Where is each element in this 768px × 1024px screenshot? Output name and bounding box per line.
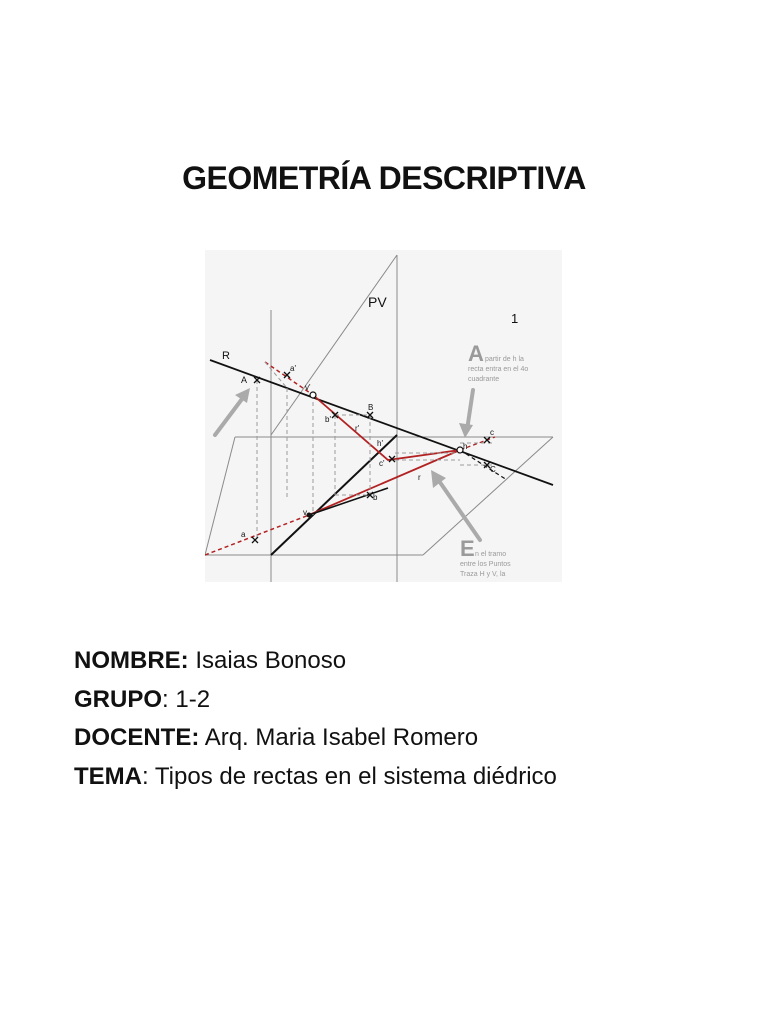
note-a-initial: A	[468, 341, 484, 366]
nombre-label: NOMBRE:	[74, 647, 189, 674]
note-a-line2: recta entra en el 4o	[468, 366, 529, 373]
nombre-value: Isaias Bonoso	[188, 647, 347, 674]
label-v: v	[303, 508, 307, 517]
label-r-prime: r'	[355, 424, 360, 433]
label-b-prime: b'	[325, 415, 331, 424]
label-r-upper: R	[222, 350, 230, 362]
diagram-figure	[205, 250, 562, 582]
note-e-line2: entre los Puntos	[460, 561, 511, 568]
note-e-initial: E	[460, 536, 475, 561]
label-a-upper: A	[241, 375, 248, 385]
info-row-tema	[74, 758, 557, 797]
label-c-lower: c	[490, 428, 494, 437]
label-h-prime: h'	[377, 439, 383, 448]
note-e-line1: n el tramo	[475, 551, 507, 558]
tema-label: TEMA	[74, 762, 142, 790]
page-title: GEOMETRÍA DESCRIPTIVA	[182, 160, 586, 196]
label-h: h	[463, 442, 468, 451]
student-info	[74, 642, 557, 796]
note-a-line3: cuadrante	[468, 376, 500, 383]
note-a-line1: partir de h la	[485, 356, 524, 363]
point-v	[307, 513, 312, 518]
point-v-prime	[310, 392, 316, 398]
grupo-label: GRUPO	[74, 685, 163, 713]
docente-label: DOCENTE:	[74, 724, 200, 751]
diagram-svg	[205, 250, 562, 582]
label-b-upper: B	[368, 403, 374, 412]
docente-value: Arq. Maria Isabel Romero	[199, 724, 479, 751]
label-v-prime: v'	[305, 383, 311, 392]
label-c-prime: c'	[379, 459, 385, 468]
grupo-value: : 1-2	[162, 685, 211, 713]
label-b-lower: b	[373, 493, 378, 502]
label-a-prime: a'	[290, 364, 296, 373]
label-r: r	[418, 473, 421, 482]
tema-value: : Tipos de rectas en el sistema diédrico	[142, 762, 557, 790]
label-pv: PV	[368, 294, 387, 310]
info-row-nombre	[74, 642, 557, 681]
label-a-lower: a	[241, 530, 246, 539]
label-c-upper: C	[490, 465, 496, 474]
note-e-line3: Traza H y V, la	[460, 571, 506, 578]
label-number: 1	[511, 311, 519, 326]
info-row-grupo	[74, 681, 557, 720]
info-row-docente	[74, 719, 557, 758]
